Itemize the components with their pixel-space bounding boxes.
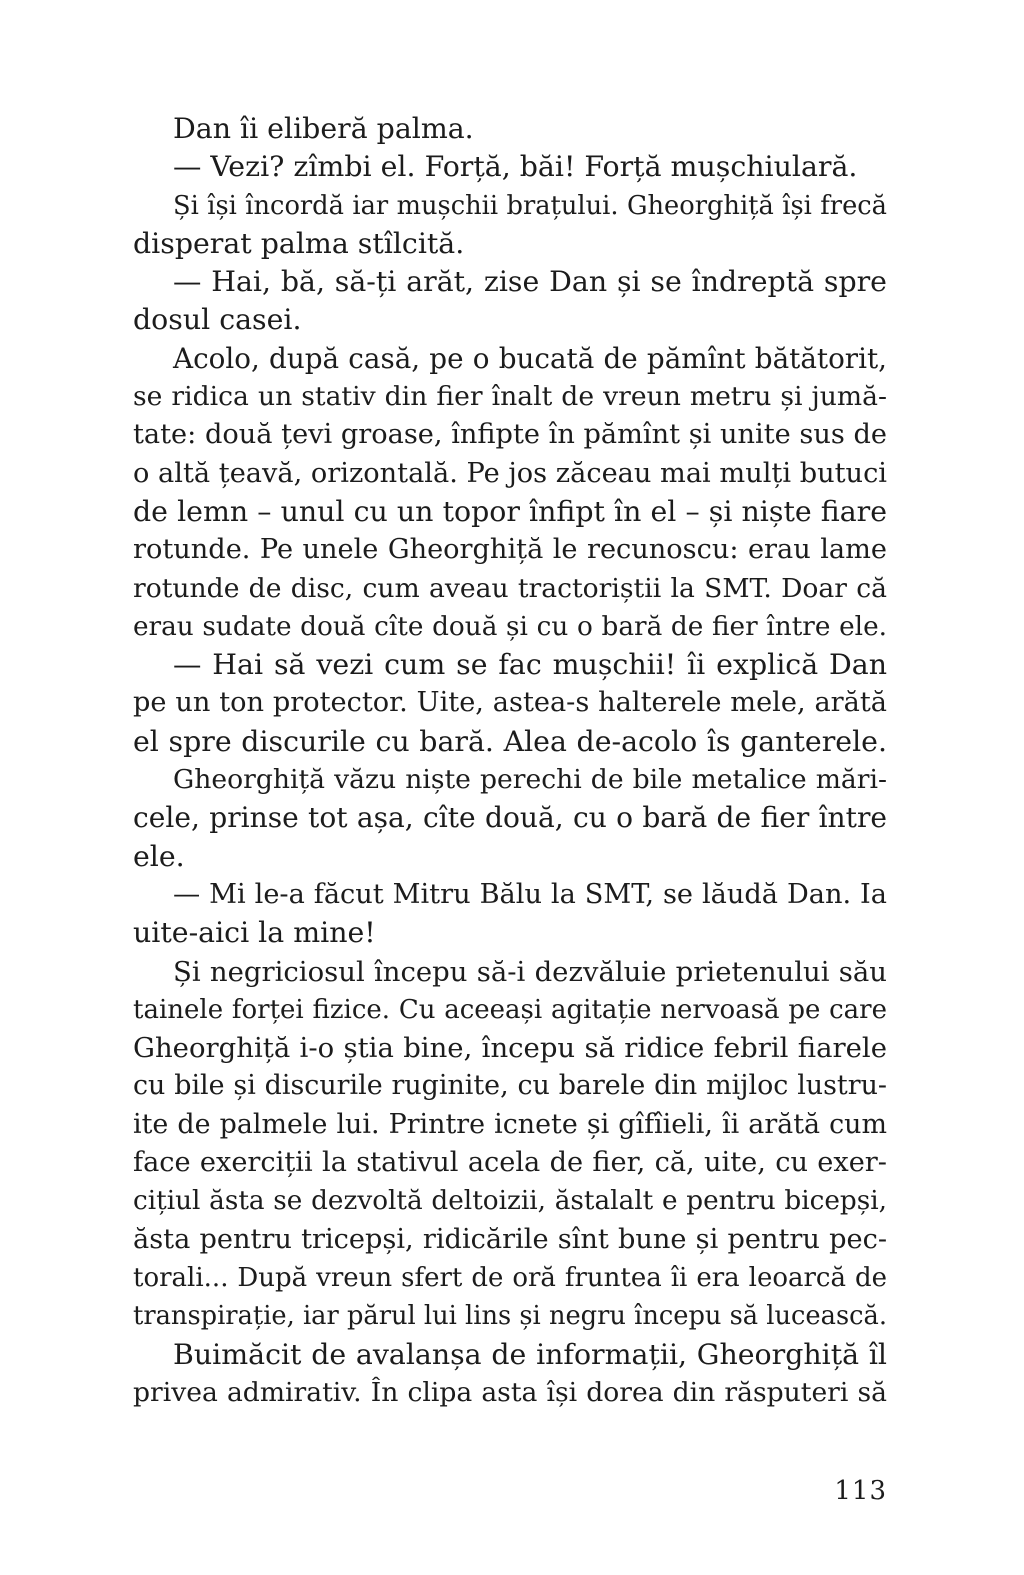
text-line: face exerciții la stativul acela de fier, că, uite, cu exer- bbox=[133, 1147, 887, 1179]
text-line: Gheorghiță i-o știa bine, începu să ridice febril fiarele bbox=[133, 1032, 887, 1065]
text-line: Buimăcit de avalanșa de informații, Gheorghiță îl bbox=[173, 1337, 887, 1371]
text-line: disperat palma stîlcită. bbox=[133, 226, 465, 260]
text-line: dosul casei. bbox=[133, 303, 302, 337]
text-line: se ridica un stativ din fier înalt de vreun metru și jumă- bbox=[133, 381, 887, 413]
text-line: Și își încordă iar mușchii brațului. Gheorghiță își frecă bbox=[173, 190, 887, 221]
text-line: — Mi le-a făcut Mitru Bălu la SMT, se lăudă Dan. Ia bbox=[173, 878, 887, 910]
text-line: rotunde. Pe unele Gheorghiță le recunoscu: erau lame bbox=[133, 534, 887, 566]
text-line: Acolo, după casă, pe o bucată de pămînt bătătorit, bbox=[173, 341, 887, 375]
text-line: — Vezi? zîmbi el. Forță, băi! Forță mușchiulară. bbox=[173, 150, 858, 184]
text-line: torali... După vreun sfert de oră fruntea îi era leoarcă de bbox=[133, 1262, 887, 1293]
text-line: Și negriciosul începu să-i dezvăluie prietenului său bbox=[173, 955, 887, 988]
text-line: Dan îi eliberă palma. bbox=[173, 112, 474, 145]
text-line: transpirație, iar părul lui lins și negru începu să lucească. bbox=[133, 1301, 887, 1332]
text-line: uite-aici la mine! bbox=[133, 916, 376, 950]
text-line: Gheorghiță văzu niște perechi de bile metalice mări- bbox=[173, 764, 887, 796]
text-line: ăsta pentru tricepși, ridicările sînt bune și pentru pec- bbox=[133, 1223, 887, 1255]
text-line: — Hai să vezi cum se fac mușchii! îi explică Dan bbox=[173, 648, 887, 682]
body-text bbox=[133, 110, 887, 1412]
text-line: de lemn – unul cu un topor înfipt în el – și niște fiare bbox=[133, 494, 887, 528]
text-line: — Hai, bă, să-ți arăt, zise Dan și se îndreptă spre bbox=[173, 265, 887, 299]
text-line: tainele forței fizice. Cu aceeași agitație nervoasă pe care bbox=[133, 994, 887, 1025]
text-line: o altă țeavă, orizontală. Pe jos zăceau mai mulți butuci bbox=[133, 457, 887, 489]
text-line: privea admirativ. În clipa asta își dorea din răsputeri să bbox=[133, 1376, 887, 1408]
text-line: cițiul ăsta se dezvoltă deltoizii, ăstalalt e pentru bicepși, bbox=[133, 1186, 887, 1217]
text-line: erau sudate două cîte două și cu o bară de fier între ele. bbox=[133, 611, 887, 642]
text-line: tate: două țevi groase, înfipte în pămînt și unite sus de bbox=[133, 419, 887, 451]
text-line: cu bile și discurile ruginite, cu barele din mijloc lustru- bbox=[133, 1070, 887, 1102]
page-number: 113 bbox=[834, 1476, 887, 1506]
text-line: cele, prinse tot așa, cîte două, cu o bară de fier între bbox=[133, 801, 887, 835]
text-line: rotunde de disc, cum aveau tractoriștii la SMT. Doar că bbox=[133, 572, 887, 604]
text-line: pe un ton protector. Uite, astea-s halterele mele, arătă bbox=[133, 687, 887, 719]
text-line: el spre discurile cu bară. Alea de-acolo îs ganterele. bbox=[133, 724, 887, 758]
text-line: ite de palmele lui. Printre icnete și gîfîieli, îi arătă cum bbox=[133, 1108, 887, 1140]
text-line: ele. bbox=[133, 839, 185, 873]
